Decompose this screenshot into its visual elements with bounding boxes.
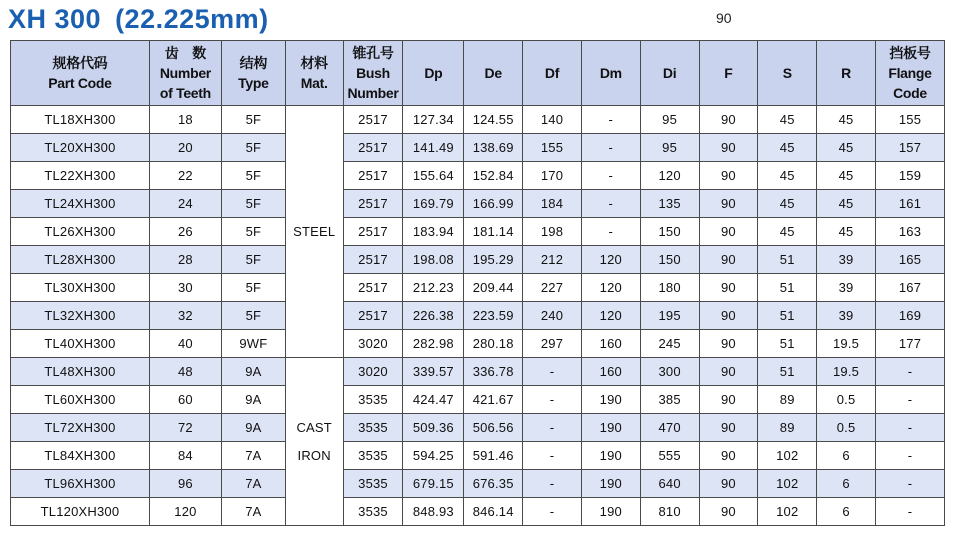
table-cell: TL32XH300	[11, 302, 150, 330]
table-row	[11, 190, 945, 218]
table-cell: 39	[817, 302, 876, 330]
model-name: XH 300	[8, 4, 102, 34]
header-label-en: Bush	[356, 65, 390, 81]
table-cell: TL24XH300	[11, 190, 150, 218]
table-cell: 160	[581, 358, 640, 386]
table-cell: TL60XH300	[11, 386, 150, 414]
table-cell: 51	[758, 330, 817, 358]
material-label: CAST	[296, 419, 332, 435]
table-cell: -	[581, 162, 640, 190]
table-cell: 45	[758, 162, 817, 190]
table-cell: 24	[149, 190, 221, 218]
table-cell: 155	[523, 134, 582, 162]
table-cell: 198	[523, 218, 582, 246]
table-cell: TL20XH300	[11, 134, 150, 162]
table-cell: 45	[758, 134, 817, 162]
table-cell: 470	[640, 414, 699, 442]
column-header	[581, 41, 640, 106]
table-cell: TL28XH300	[11, 246, 150, 274]
table-row	[11, 218, 945, 246]
column-header	[285, 41, 343, 106]
table-cell: 141.49	[403, 134, 464, 162]
table-cell: 120	[581, 274, 640, 302]
table-cell: -	[875, 442, 944, 470]
table-cell: 223.59	[464, 302, 523, 330]
table-cell: 184	[523, 190, 582, 218]
table-cell: 640	[640, 470, 699, 498]
table-cell: 51	[758, 302, 817, 330]
table-cell: 7A	[221, 498, 285, 526]
table-cell: 124.55	[464, 106, 523, 134]
header-label-cn: 结构	[239, 55, 268, 71]
table-cell: 6	[817, 442, 876, 470]
column-header	[817, 41, 876, 106]
table-cell: 102	[758, 498, 817, 526]
header-label-en: Number	[159, 65, 211, 81]
table-cell: 51	[758, 274, 817, 302]
table-cell: 180	[640, 274, 699, 302]
table-cell: 60	[149, 386, 221, 414]
table-cell: 127.34	[403, 106, 464, 134]
table-cell: 39	[817, 246, 876, 274]
table-cell: 51	[758, 246, 817, 274]
table-cell: 45	[758, 218, 817, 246]
table-row	[11, 274, 945, 302]
table-cell: 159	[875, 162, 944, 190]
table-cell: -	[523, 442, 582, 470]
table-cell: 90	[699, 134, 758, 162]
table-cell: -	[523, 498, 582, 526]
table-cell: 170	[523, 162, 582, 190]
table-cell: 2517	[343, 218, 403, 246]
table-cell: 3535	[343, 386, 403, 414]
table-cell: 135	[640, 190, 699, 218]
table-cell: 90	[699, 498, 758, 526]
table-cell: 339.57	[403, 358, 464, 386]
table-cell: 19.5	[817, 330, 876, 358]
table-cell: 102	[758, 442, 817, 470]
table-cell: 166.99	[464, 190, 523, 218]
table-cell: -	[875, 470, 944, 498]
table-cell: 198.08	[403, 246, 464, 274]
header-label-en: F	[724, 65, 733, 81]
table-cell: 195	[640, 302, 699, 330]
table-cell: 45	[817, 134, 876, 162]
material-label: STEEL	[293, 223, 336, 239]
table-row	[11, 442, 945, 470]
column-header	[640, 41, 699, 106]
table-row	[11, 386, 945, 414]
table-row	[11, 358, 945, 386]
table-cell: TL96XH300	[11, 470, 150, 498]
table-row	[11, 414, 945, 442]
table-cell: 5F	[221, 274, 285, 302]
header-label-en: De	[484, 65, 502, 81]
table-cell: -	[875, 358, 944, 386]
table-cell: 5F	[221, 190, 285, 218]
spec-table	[10, 40, 945, 526]
table-cell: 190	[581, 386, 640, 414]
header-row	[11, 41, 945, 106]
table-cell: 2517	[343, 162, 403, 190]
table-cell: -	[875, 414, 944, 442]
table-cell: 90	[699, 302, 758, 330]
header-label-en: Code	[893, 85, 927, 101]
header-label-en: Part Code	[48, 75, 112, 91]
table-cell: 2517	[343, 274, 403, 302]
table-cell: TL84XH300	[11, 442, 150, 470]
table-cell: TL26XH300	[11, 218, 150, 246]
table-cell: 9A	[221, 386, 285, 414]
column-header	[758, 41, 817, 106]
table-cell: 336.78	[464, 358, 523, 386]
table-cell: 120	[581, 302, 640, 330]
table-cell: 209.44	[464, 274, 523, 302]
table-cell: 90	[699, 190, 758, 218]
table-row	[11, 162, 945, 190]
table-row	[11, 246, 945, 274]
table-cell: 161	[875, 190, 944, 218]
material-cell	[285, 358, 343, 526]
table-cell: 183.94	[403, 218, 464, 246]
table-cell: 45	[817, 218, 876, 246]
table-cell: 140	[523, 106, 582, 134]
table-cell: 48	[149, 358, 221, 386]
table-cell: TL40XH300	[11, 330, 150, 358]
header-label-en: Df	[544, 65, 560, 81]
table-cell: 169.79	[403, 190, 464, 218]
table-body	[11, 106, 945, 526]
table-cell: -	[523, 358, 582, 386]
header-label-cn: 锥孔号	[352, 45, 394, 61]
table-cell: 848.93	[403, 498, 464, 526]
table-cell: -	[523, 470, 582, 498]
table-cell: 90	[699, 330, 758, 358]
table-cell: 20	[149, 134, 221, 162]
table-cell: 102	[758, 470, 817, 498]
table-cell: 676.35	[464, 470, 523, 498]
header-label-cn: 齿 数	[164, 45, 206, 61]
column-header	[464, 41, 523, 106]
column-header	[523, 41, 582, 106]
table-cell: 150	[640, 218, 699, 246]
pitch-size: (22.225mm)	[115, 4, 269, 34]
table-cell: 39	[817, 274, 876, 302]
column-header	[875, 41, 944, 106]
table-cell: 5F	[221, 218, 285, 246]
table-cell: 3020	[343, 330, 403, 358]
table-cell: 19.5	[817, 358, 876, 386]
table-cell: 3020	[343, 358, 403, 386]
table-cell: 424.47	[403, 386, 464, 414]
table-cell: -	[875, 386, 944, 414]
table-cell: 155.64	[403, 162, 464, 190]
table-cell: 138.69	[464, 134, 523, 162]
column-header	[403, 41, 464, 106]
table-cell: 195.29	[464, 246, 523, 274]
table-cell: TL18XH300	[11, 106, 150, 134]
table-cell: 169	[875, 302, 944, 330]
table-cell: -	[581, 218, 640, 246]
table-cell: 240	[523, 302, 582, 330]
column-header	[699, 41, 758, 106]
table-cell: 90	[699, 358, 758, 386]
table-cell: 5F	[221, 134, 285, 162]
header-label-en: of Teeth	[159, 85, 211, 101]
table-cell: 2517	[343, 134, 403, 162]
table-cell: -	[523, 386, 582, 414]
table-row	[11, 470, 945, 498]
column-header	[149, 41, 221, 106]
table-cell: -	[581, 190, 640, 218]
header-label-en: Mat.	[300, 75, 328, 91]
table-cell: 227	[523, 274, 582, 302]
table-cell: 40	[149, 330, 221, 358]
table-cell: 0.5	[817, 386, 876, 414]
table-cell: 165	[875, 246, 944, 274]
table-cell: 95	[640, 134, 699, 162]
table-cell: 385	[640, 386, 699, 414]
table-cell: 421.67	[464, 386, 523, 414]
table-cell: 226.38	[403, 302, 464, 330]
table-cell: 45	[817, 106, 876, 134]
table-cell: 90	[699, 246, 758, 274]
table-row	[11, 498, 945, 526]
table-cell: 2517	[343, 190, 403, 218]
table-cell: 22	[149, 162, 221, 190]
table-cell: 51	[758, 358, 817, 386]
column-header	[221, 41, 285, 106]
table-cell: 594.25	[403, 442, 464, 470]
table-cell: 2517	[343, 246, 403, 274]
header-label-cn: 规格代码	[52, 55, 108, 71]
table-cell: 2517	[343, 106, 403, 134]
table-cell: 5F	[221, 302, 285, 330]
table-cell: 181.14	[464, 218, 523, 246]
table-cell: 90	[699, 106, 758, 134]
table-row	[11, 302, 945, 330]
table-cell: -	[523, 414, 582, 442]
column-header	[11, 41, 150, 106]
header-label-cn: 材料	[300, 55, 328, 71]
table-cell: 45	[817, 162, 876, 190]
table-cell: 0.5	[817, 414, 876, 442]
table-cell: 190	[581, 498, 640, 526]
table-cell: TL22XH300	[11, 162, 150, 190]
table-cell: 6	[817, 498, 876, 526]
table-cell: 152.84	[464, 162, 523, 190]
table-cell: 3535	[343, 414, 403, 442]
table-cell: 90	[699, 442, 758, 470]
table-cell: -	[581, 106, 640, 134]
table-cell: 212	[523, 246, 582, 274]
table-cell: 155	[875, 106, 944, 134]
table-cell: 167	[875, 274, 944, 302]
table-cell: 282.98	[403, 330, 464, 358]
table-cell: 120	[581, 246, 640, 274]
table-cell: TL120XH300	[11, 498, 150, 526]
header-label-en: Type	[238, 75, 269, 91]
table-cell: 9WF	[221, 330, 285, 358]
table-cell: 96	[149, 470, 221, 498]
table-cell: 300	[640, 358, 699, 386]
table-cell: 190	[581, 442, 640, 470]
table-cell: 5F	[221, 246, 285, 274]
table-cell: 90	[699, 218, 758, 246]
header-label-en: Number	[347, 85, 399, 101]
table-row	[11, 330, 945, 358]
table-cell: TL72XH300	[11, 414, 150, 442]
page-title	[8, 2, 269, 36]
table-cell: 245	[640, 330, 699, 358]
table-cell: 90	[699, 414, 758, 442]
table-cell: 45	[817, 190, 876, 218]
table-cell: 297	[523, 330, 582, 358]
table-cell: 26	[149, 218, 221, 246]
header-label-en: Dp	[424, 65, 443, 81]
table-cell: -	[581, 134, 640, 162]
table-cell: 9A	[221, 358, 285, 386]
table-cell: 190	[581, 470, 640, 498]
table-cell: 90	[699, 386, 758, 414]
table-cell: 72	[149, 414, 221, 442]
table-cell: 90	[699, 162, 758, 190]
table-cell: 160	[581, 330, 640, 358]
table-cell: 157	[875, 134, 944, 162]
table-cell: 7A	[221, 470, 285, 498]
table-cell: 3535	[343, 442, 403, 470]
column-header	[343, 41, 403, 106]
header-label-en: S	[782, 65, 792, 81]
table-cell: 190	[581, 414, 640, 442]
table-cell: 7A	[221, 442, 285, 470]
table-cell: 90	[699, 470, 758, 498]
table-cell: 89	[758, 414, 817, 442]
table-cell: 30	[149, 274, 221, 302]
table-cell: TL30XH300	[11, 274, 150, 302]
table-cell: 506.56	[464, 414, 523, 442]
table-cell: 679.15	[403, 470, 464, 498]
header-label-en: Di	[662, 65, 677, 81]
table-cell: 32	[149, 302, 221, 330]
table-cell: 555	[640, 442, 699, 470]
table-cell: 18	[149, 106, 221, 134]
table-cell: 45	[758, 106, 817, 134]
table-cell: 6	[817, 470, 876, 498]
note-text: 90	[716, 10, 732, 26]
header-label-cn: 挡板号	[889, 45, 931, 61]
header-label-en: Flange	[888, 65, 932, 81]
table-row	[11, 106, 945, 134]
table-cell: 163	[875, 218, 944, 246]
table-cell: 5F	[221, 162, 285, 190]
table-cell: 509.36	[403, 414, 464, 442]
table-cell: -	[875, 498, 944, 526]
table-cell: 95	[640, 106, 699, 134]
table-cell: 177	[875, 330, 944, 358]
table-cell: 89	[758, 386, 817, 414]
table-cell: 846.14	[464, 498, 523, 526]
header-label-en: R	[841, 65, 851, 81]
table-cell: 5F	[221, 106, 285, 134]
table-row	[11, 134, 945, 162]
table-cell: 3535	[343, 470, 403, 498]
table-cell: 120	[149, 498, 221, 526]
table-cell: 45	[758, 190, 817, 218]
table-cell: 90	[699, 274, 758, 302]
table-cell: TL48XH300	[11, 358, 150, 386]
material-cell	[285, 106, 343, 358]
table-cell: 591.46	[464, 442, 523, 470]
table-cell: 212.23	[403, 274, 464, 302]
table-cell: 28	[149, 246, 221, 274]
table-cell: 9A	[221, 414, 285, 442]
table-cell: 3535	[343, 498, 403, 526]
table-cell: 280.18	[464, 330, 523, 358]
table-cell: 84	[149, 442, 221, 470]
table-cell: 120	[640, 162, 699, 190]
table-cell: 150	[640, 246, 699, 274]
table-cell: 810	[640, 498, 699, 526]
material-label: IRON	[297, 447, 331, 463]
header-label-en: Dm	[599, 65, 622, 81]
table-cell: 2517	[343, 302, 403, 330]
